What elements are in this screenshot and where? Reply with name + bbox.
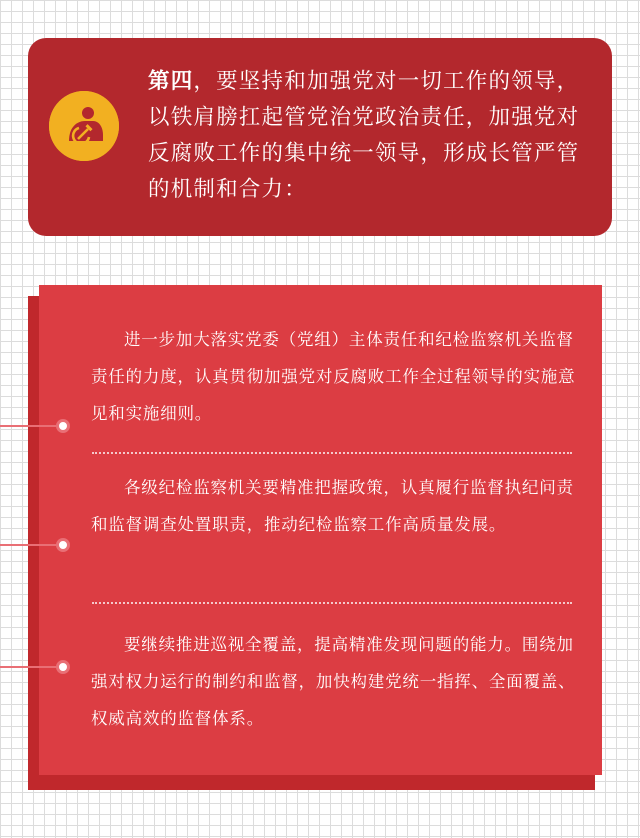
dotted-divider [92, 452, 572, 454]
item-3-marker-dot [56, 660, 70, 674]
item-1-marker-dot [56, 419, 70, 433]
header-text [148, 64, 588, 208]
dotted-divider [92, 602, 572, 604]
list-item-2-text: 各级纪检监察机关要精准把握政策，认真履行监督执纪问责和监督调查处置职责，推动纪检监察工作高质量发展。 [91, 478, 574, 534]
hammer-sickle-emblem-icon [49, 91, 119, 161]
item-3-marker-line [0, 666, 58, 668]
list-item-3-text: 要继续推进巡视全覆盖，提高精准发现问题的能力。围绕加强对权力运行的制约和监督，加快构建党统一指挥、全面覆盖、权威高效的监督体系。 [91, 635, 576, 728]
item-1-marker-line [0, 425, 58, 427]
item-2-marker-dot [56, 538, 70, 552]
list-item-1-text: 进一步加大落实党委（党组）主体责任和纪检监察机关监督责任的力度，认真贯彻加强党对反腐败工作全过程领导的实施意见和实施细则。 [91, 330, 576, 423]
header-body: ，要坚持和加强党对一切工作的领导，以铁肩膀扛起管党治党政治责任，加强党对反腐败工作的集中统一领导，形成长管严管的机制和合力： [148, 69, 580, 202]
item-2-marker-line [0, 544, 58, 546]
header-lead: 第四 [148, 69, 194, 94]
